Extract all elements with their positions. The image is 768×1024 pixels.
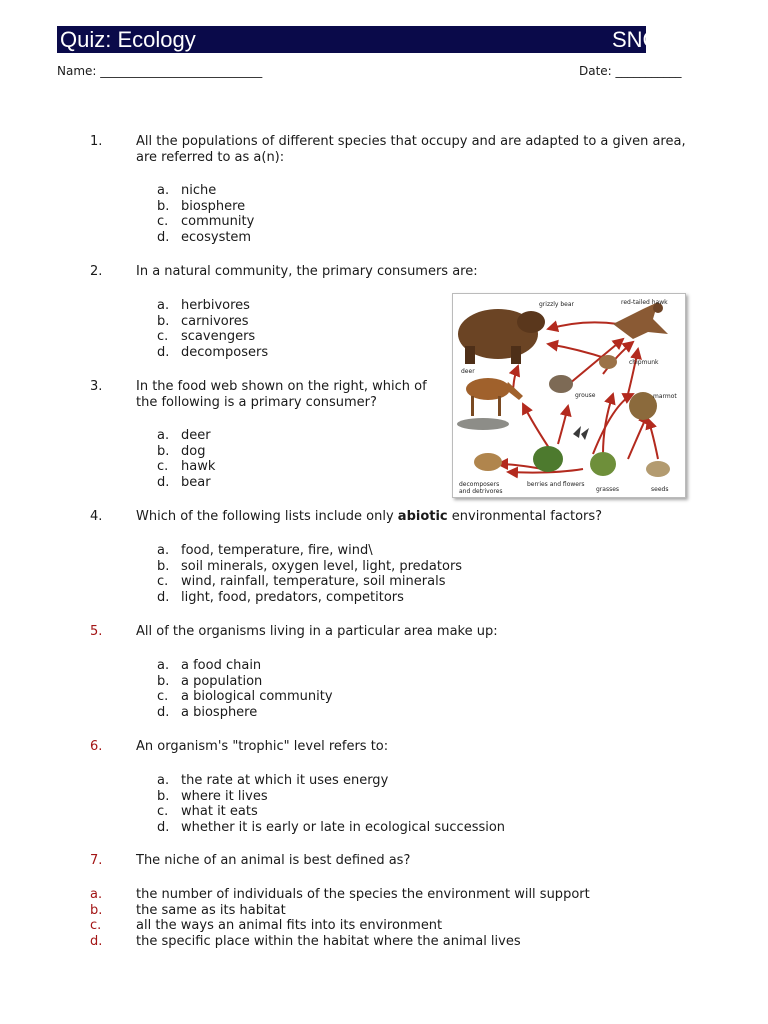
mushroom-illustration	[474, 453, 502, 471]
option[interactable]: a. herbivores	[157, 298, 250, 313]
option[interactable]: a. food, temperature, fire, wind\	[157, 543, 373, 558]
question-4-text: Which of the following lists include only abiotic environmental factors?	[136, 509, 603, 524]
option[interactable]: d. light, food, predators, competitors	[157, 589, 404, 605]
option[interactable]: d. whether it is early or late in ecological succession	[157, 819, 506, 835]
option[interactable]: d. decomposers	[157, 344, 269, 360]
option[interactable]: a. deer	[157, 428, 211, 443]
label-chipmunk: chipmunk	[629, 359, 659, 366]
label-hawk: red-tailed hawk	[621, 299, 668, 306]
question-7-number: 7.	[90, 853, 103, 868]
berries-illustration	[533, 446, 563, 472]
question-2-options	[157, 298, 268, 360]
grouse-illustration	[549, 375, 573, 393]
title-bar	[57, 26, 659, 53]
seeds-illustration	[646, 461, 670, 477]
option[interactable]: a. a food chain	[157, 658, 262, 673]
question-6-options	[157, 773, 505, 835]
label-decomposers: decomposers	[459, 481, 500, 488]
label-deer: deer	[461, 368, 475, 375]
food-web-image	[452, 293, 686, 498]
question-3-text: In the food web shown on the right, which of the following is a primary consumer?	[136, 379, 427, 410]
chipmunk-illustration	[599, 355, 617, 369]
question-5-number: 5.	[90, 624, 103, 639]
label-grouse: grouse	[575, 392, 596, 399]
label-grasses: grasses	[596, 486, 620, 493]
option[interactable]: b. carnivores	[157, 313, 249, 329]
question-7-options	[90, 887, 590, 949]
question-6-text: An organism's "trophic" level refers to:	[136, 739, 389, 754]
option[interactable]: c. scavengers	[157, 329, 256, 345]
label-bear: grizzly bear	[539, 301, 575, 308]
grass-illustration	[590, 452, 616, 476]
question-3-number: 3.	[90, 379, 103, 394]
option[interactable]: c. all the ways an animal fits into its environment	[90, 918, 443, 933]
option[interactable]: d. bear	[157, 474, 211, 490]
option[interactable]: d. the specific place within the habitat where the animal lives	[90, 933, 521, 949]
question-1-options	[157, 183, 254, 245]
option[interactable]: c. what it eats	[157, 804, 258, 820]
option[interactable]: a. the rate at which it uses energy	[157, 773, 389, 788]
question-1-text: All the populations of different species that occupy and are adapted to a given area, are referred to as a(n):	[136, 134, 686, 165]
question-5-text: All of the organisms living in a particular area make up:	[136, 624, 498, 639]
label-berries: berries and flowers	[527, 481, 585, 488]
option[interactable]: c. hawk	[157, 459, 216, 475]
option[interactable]: a. niche	[157, 183, 217, 198]
label-seeds: seeds	[651, 486, 669, 493]
option[interactable]: b. a population	[157, 673, 263, 689]
rocks-illustration	[457, 418, 509, 430]
course-code: SNC	[612, 27, 659, 52]
option[interactable]: d. a biosphere	[157, 704, 258, 720]
option[interactable]: c. a biological community	[157, 689, 333, 705]
quiz-title: Quiz: Ecology	[60, 27, 196, 52]
option[interactable]: b. the same as its habitat	[90, 902, 286, 918]
label-marmot: marmot	[653, 393, 677, 400]
question-1-number: 1.	[90, 134, 103, 149]
date-field[interactable]: Date: ___________	[579, 64, 682, 78]
question-5-options	[157, 658, 333, 720]
food-web-diagram	[453, 294, 685, 497]
option[interactable]: b. dog	[157, 443, 206, 459]
question-2-number: 2.	[90, 264, 103, 279]
bear-illustration	[458, 309, 545, 364]
option[interactable]: b. biosphere	[157, 198, 246, 214]
hawk-illustration	[613, 302, 668, 339]
butterfly-illustration	[573, 426, 589, 440]
question-2-text: In a natural community, the primary consumers are:	[136, 264, 478, 279]
option[interactable]: a. the number of individuals of the species the environment will support	[90, 887, 590, 902]
abiotic-keyword: abiotic	[397, 509, 448, 524]
option[interactable]: b. where it lives	[157, 788, 268, 804]
option[interactable]: c. community	[157, 214, 255, 230]
question-3-options	[157, 428, 215, 490]
question-4-number: 4.	[90, 509, 103, 524]
question-6-number: 6.	[90, 739, 103, 754]
label-detrivores: and detrivores	[459, 488, 503, 495]
question-7-text: The niche of an animal is best defined as?	[136, 853, 411, 868]
question-4-options	[157, 543, 462, 605]
option[interactable]: d. ecosystem	[157, 229, 252, 245]
option[interactable]: b. soil minerals, oxygen level, light, predators	[157, 558, 463, 574]
option[interactable]: c. wind, rainfall, temperature, soil minerals	[157, 574, 446, 590]
name-field[interactable]: Name: ___________________________	[57, 64, 263, 78]
